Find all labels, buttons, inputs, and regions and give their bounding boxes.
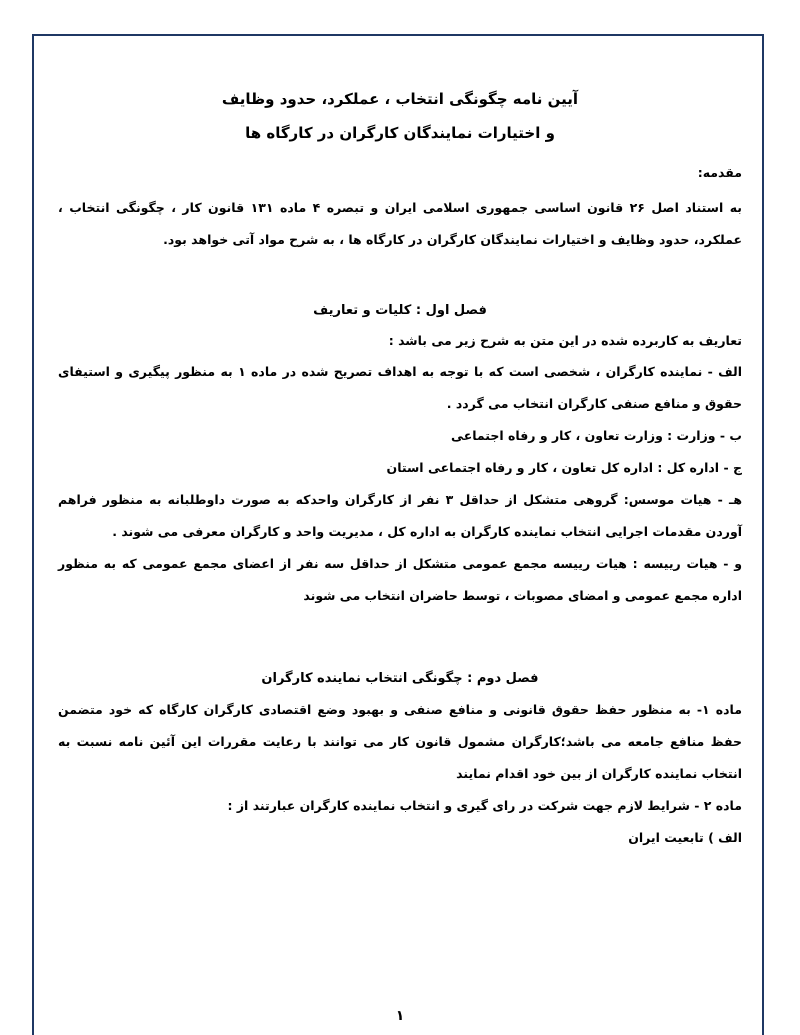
intro-paragraph: به استناد اصل ۲۶ قانون اساسی جمهوری اسلامی ایران و تبصره ۴ ماده ۱۳۱ قانون کار ، چگونگی انتخاب ، عملکرد، حدود وظایف و اختیارات نمایندگان کارگران در کارگاه ها ، به شرح مواد آتی خواهد بود. — [58, 200, 743, 247]
document-title — [58, 82, 742, 150]
title-line-1: آیین نامه چگونگی انتخاب ، عملکرد، حدود وظایف — [221, 90, 579, 108]
article-2: ماده ۲ - شرایط لازم جهت شرکت در رای گیری و انتخاب نماینده کارگران عبارتند از : — [227, 798, 742, 813]
title-line-2: و اختیارات نمایندگان کارگران در کارگاه ها — [245, 124, 555, 142]
page-number: ۱ — [395, 1008, 405, 1024]
definition-item: ب - وزارت : وزارت تعاون ، کار و رفاه اجتماعی — [451, 428, 742, 443]
document-body — [58, 62, 742, 854]
definition-item: ج - اداره کل : اداره کل تعاون ، کار و رفاه اجتماعی استان — [386, 460, 742, 475]
chapter-1-heading: فصل اول : کلیات و تعاریف — [313, 303, 487, 318]
definition-item: هـ - هیات موسس: گروهی متشکل از حداقل ۳ نفر از کارگران واحدکه به صورت داوطلبانه به منظور فراهم آوردن مقدمات اجرایی انتخاب نماینده کارگران به اداره کل ، مدیریت واحد و کارگران معرفی می شوند . — [58, 492, 742, 539]
definition-item: و - هیات رییسه : هیات رییسه مجمع عمومی متشکل از حداقل سه نفر از اعضای مجمع عمومی که به منظور اداره مجمع عمومی و امضای مصوبات ، توسط حاضران انتخاب می شوند — [58, 556, 742, 603]
definitions-heading: تعاریف به کاربرده شده در این متن به شرح زیر می باشد : — [388, 333, 742, 348]
chapter-2-heading: فصل دوم : چگونگی انتخاب نماینده کارگران — [261, 671, 539, 686]
article-1: ماده ۱- به منظور حفظ حقوق قانونی و منافع صنفی و بهبود وضع اقتصادی کارگران کارگاه که خود متضمن حفظ منافع جامعه می باشد؛کارگران مشمول قانون کار می توانند با رعایت مقررات این آئین نامه نسبت به انتخاب نماینده کارگران از بین خود اقدام نمایند — [58, 702, 742, 781]
intro-heading: مقدمه: — [697, 165, 742, 180]
definition-item: الف - نماینده کارگران ، شخصی است که با توجه به اهداف تصریح شده در ماده ۱ به منظور پیگیری و استیفای حقوق و منافع صنفی کارگران انتخاب می گردد . — [58, 364, 743, 411]
article-2-condition-a: الف ) تابعیت ایران — [628, 830, 742, 845]
